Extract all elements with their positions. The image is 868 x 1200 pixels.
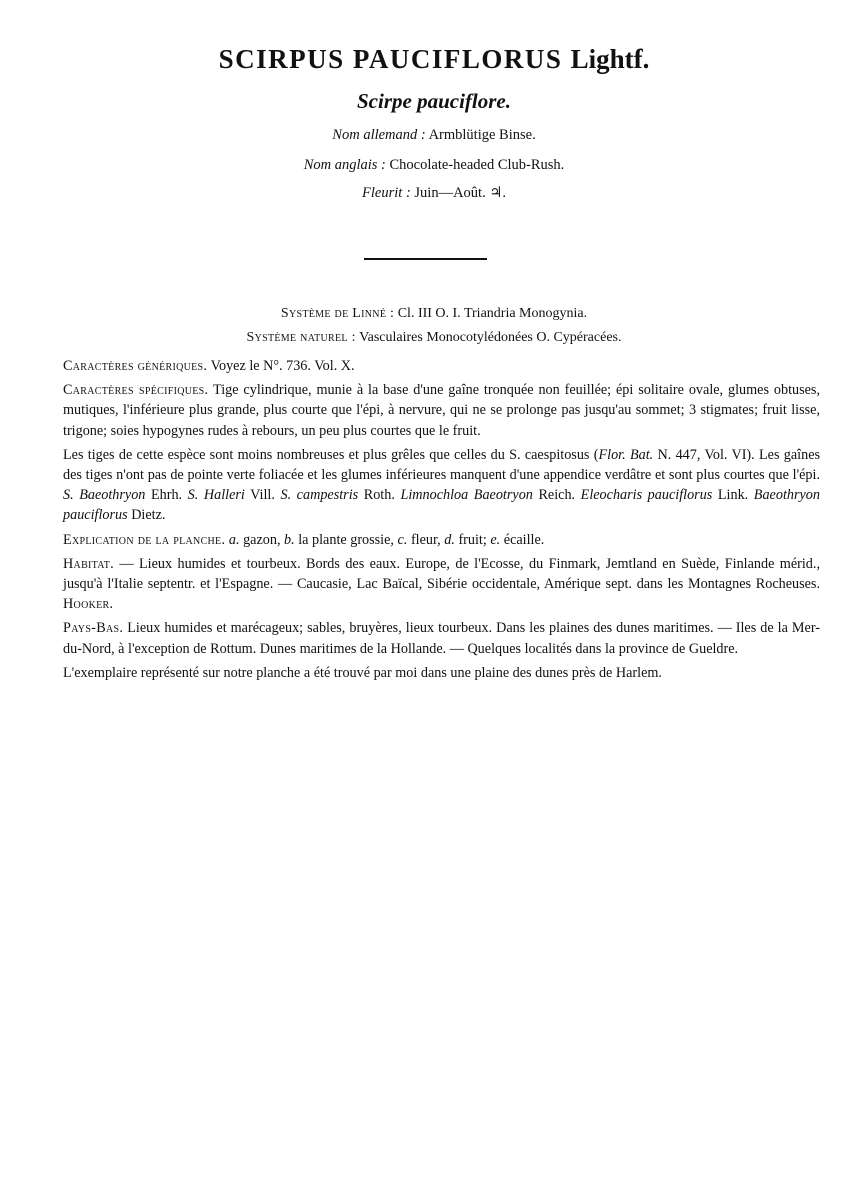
french-name: Scirpe pauciflore. <box>357 89 511 113</box>
figure-d-text: fruit; <box>454 531 491 548</box>
figure-a-text: gazon, <box>239 531 285 548</box>
german-name-label: Nom allemand : <box>332 127 426 143</box>
hooker-reference: Hooker. <box>63 596 114 613</box>
synonym-4: Limnochloa Baeotryon <box>400 487 533 504</box>
synonym-4-author: Reich. <box>532 487 581 504</box>
page-title <box>0 44 868 75</box>
stems-text-1: Les tiges de cette espèce sont moins nombreuses et plus grêles que celles du S. caespitosus ( <box>63 446 599 463</box>
english-name-label: Nom anglais : <box>303 157 386 173</box>
generic-characters-paragraph <box>63 356 820 376</box>
plate-explanation-paragraph <box>63 530 820 550</box>
synonym-5: Eleocharis pauciflorus <box>580 487 713 504</box>
synonym-5-author: Link. <box>712 487 754 504</box>
specific-characters-paragraph <box>63 380 820 441</box>
english-name-value: Chocolate-headed Club-Rush. <box>389 157 565 173</box>
german-name-line <box>0 127 868 144</box>
synonym-2: S. Halleri <box>187 487 245 504</box>
specific-characters-label: Caractères spécifiques. <box>63 382 209 399</box>
natural-system-value: Vasculaires Monocotylédonées O. Cypéracées. <box>359 330 622 345</box>
description-body <box>63 356 820 687</box>
figure-e-key: e. <box>490 531 501 548</box>
stems-paragraph <box>63 445 820 526</box>
synonym-1: S. Baeothryon <box>63 487 146 504</box>
netherlands-paragraph <box>63 618 820 658</box>
figure-b-text: la plante grossie, <box>294 531 398 548</box>
synonym-2-author: Vill. <box>244 487 281 504</box>
linne-system-line <box>0 306 868 322</box>
synonym-6: Baeothryon pauciflorus <box>63 487 820 524</box>
figure-c-key: c. <box>397 531 408 548</box>
plate-explanation-label: Explication de la planche. <box>63 531 226 548</box>
generic-characters-label: Caractères génériques. <box>63 358 208 374</box>
figure-d-key: d. <box>444 531 455 548</box>
flowering-label: Fleurit : <box>362 185 411 201</box>
specific-characters-text: Tige cylindrique, munie à la base d'une gaîne tronquée non feuillée; épi solitaire ovale, glumes obtuses, mutiques, l'inférieure plus grande, plus courte que l'épi, à nervure, qui ne se prolonge pas jusqu'au sommet; 3 stigmates; fruit lisse, trigone; soies hypogynes rudes à rebours, un peu plus courtes que le fruit. <box>63 382 820 439</box>
figure-c-text: fleur, <box>407 531 445 548</box>
divider-rule <box>364 258 487 260</box>
netherlands-label: Pays-Bas. <box>63 620 124 637</box>
synonym-3-author: Roth. <box>358 487 401 504</box>
linne-label: Système de Linné : <box>280 306 395 321</box>
english-name-line <box>0 157 868 174</box>
author-abbreviation: Lightf. <box>570 44 650 74</box>
species-name: SCIRPUS PAUCIFLORUS <box>218 44 563 74</box>
stems-text-2: N. 447, Vol. VI). Les gaînes des tiges n'ont pas de pointe verte foliacée et les glumes inférieures manquent d'une appendice verdâtre et sont plus courtes que l'épi. <box>63 446 821 484</box>
habitat-label: Habitat. <box>63 555 114 572</box>
synonym-1-author: Ehrh. <box>145 487 188 504</box>
netherlands-text: Lieux humides et marécageux; sables, bruyères, lieux tourbeux. Dans les plaines des dunes maritimes. — Iles de la Mer-du-Nord, à l'exception de Rottum. Dunes maritimes de la Hollande. — Quelques localités dans la province de Gueldre. <box>63 620 820 657</box>
habitat-text: — Lieux humides et tourbeux. Bords des eaux. Europe, de l'Ecosse, du Finmark, Jemtland en Suède, Finlande mérid., jusqu'à l'Italie septentr. et l'Espagne. — Caucasie, Lac Baïcal, Sibérie occidentale, Amérique sept. dans les Montagnes Rocheuses. <box>63 555 820 593</box>
german-name-value: Armblütige Binse. <box>428 127 536 143</box>
habitat-paragraph <box>63 554 820 615</box>
generic-characters-text: Voyez le N°. 736. Vol. X. <box>210 358 355 374</box>
synonym-6-author: Dietz. <box>127 507 166 524</box>
flowering-line <box>0 185 868 202</box>
figure-a-key: a. <box>228 531 240 548</box>
flora-reference: Flor. Bat. <box>598 446 654 463</box>
natural-system-label: Système naturel : <box>246 330 356 345</box>
specimen-paragraph <box>63 663 820 683</box>
figure-b-key: b. <box>284 531 295 548</box>
linne-value: Cl. III O. I. Triandria Monogynia. <box>397 306 588 321</box>
synonym-3: S. campestris <box>280 487 359 504</box>
flowering-value: Juin—Août. ♃. <box>414 185 506 201</box>
figure-e-text: écaille. <box>500 531 545 548</box>
specimen-text: L'exemplaire représenté sur notre planche a été trouvé par moi dans une plaine des dunes près de Harlem. <box>63 664 662 681</box>
natural-system-line <box>0 330 868 346</box>
